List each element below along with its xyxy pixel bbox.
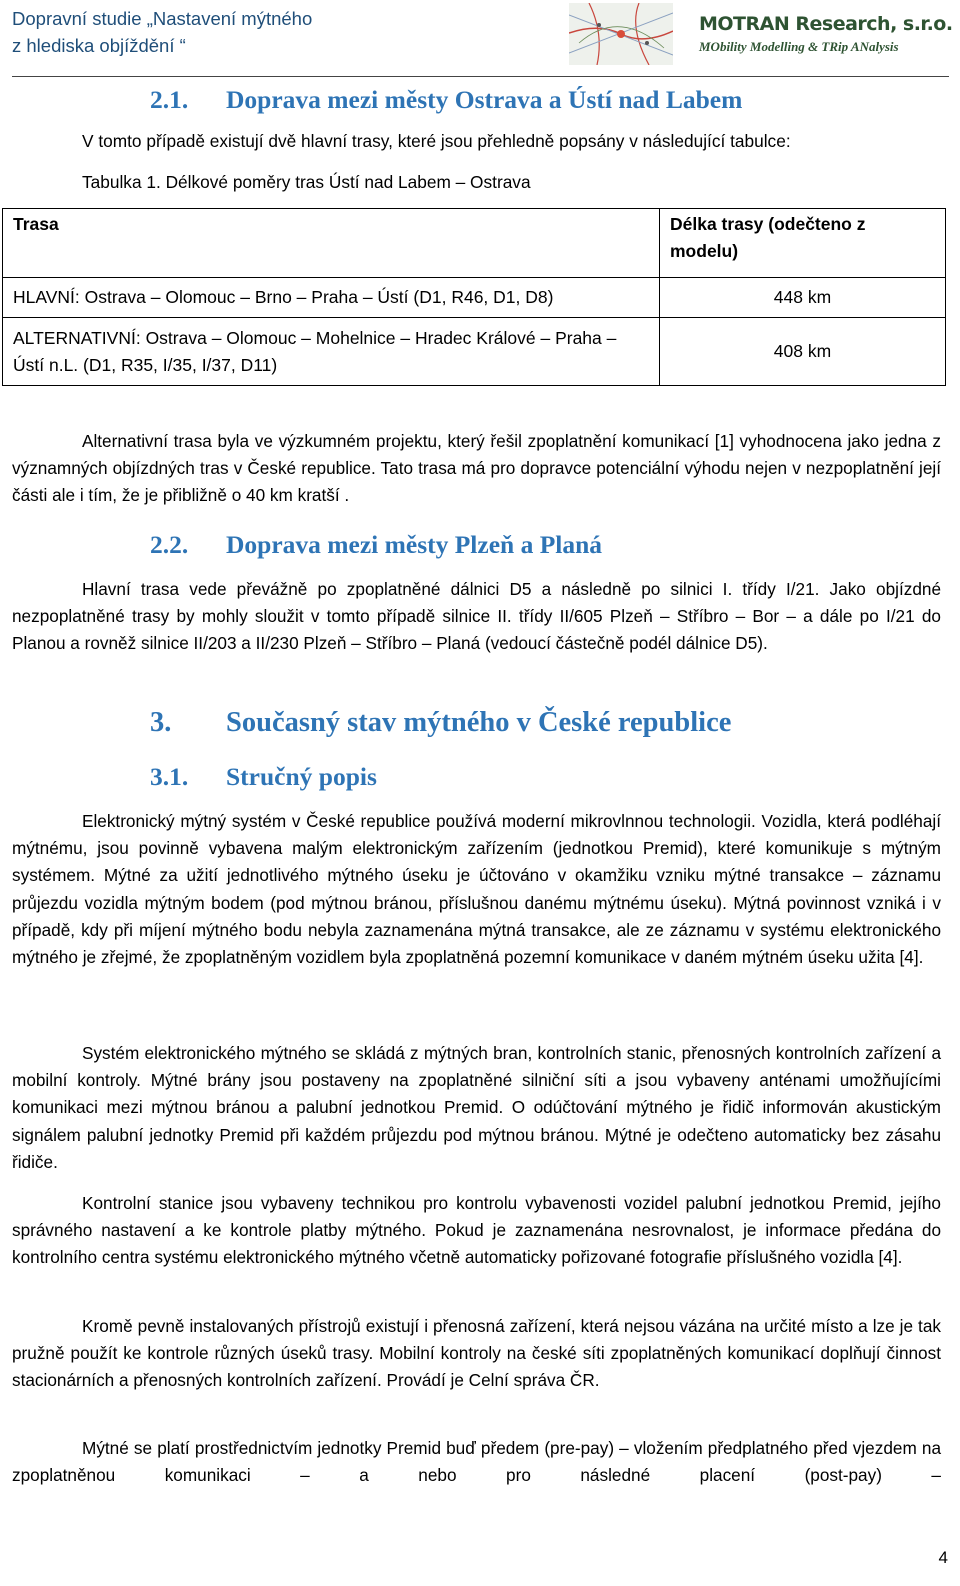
table-cell-length: 448 km bbox=[660, 278, 946, 318]
section-3-1-number: 3.1. bbox=[150, 762, 189, 791]
section-2-1-intro: V tomto případě existují dvě hlavní trasy, které jsou přehledně popsány v následující tabulce: bbox=[82, 131, 791, 151]
section-2-1-number: 2.1. bbox=[150, 85, 189, 114]
section-2-1-paragraph: Alternativní trasa byla ve výzkumném projektu, který řešil zpoplatnění komunikací [1] vyhodnocena jako jedna z významných objízdných tras v České republice. Tato trasa má pro dopravce potenciální výhodu nejen v nezpoplatnění její části ale i tím, že je přibližně o 40 km kratší . bbox=[12, 431, 941, 506]
table-caption: Tabulka 1. Délkové poměry tras Ústí nad Labem – Ostrava bbox=[82, 172, 531, 192]
table-header-length: Délka trasy (odečteno z modelu) bbox=[660, 209, 946, 278]
route-length-table bbox=[2, 208, 946, 386]
header-divider bbox=[12, 76, 949, 77]
table-header-row bbox=[3, 209, 946, 278]
section-2-1-title: Doprava mezi městy Ostrava a Ústí nad Labem bbox=[226, 85, 743, 114]
section-2-2-number: 2.2. bbox=[150, 530, 189, 559]
table-cell-route: ALTERNATIVNÍ: Ostrava – Olomouc – Mohelnice – Hradec Králové – Praha – Ústí n.L. (D1, R35, I/35, I/37, D11) bbox=[3, 318, 660, 386]
section-3-number: 3. bbox=[150, 707, 172, 738]
section-3-1-paragraph-2: Systém elektronického mýtného se skládá z mýtných bran, kontrolních stanic, přenosných kontrolních zařízení a mobilní kontroly. Mýtné brány jsou postaveny na zpoplatněné silniční síti a jsou vybaveny anténami umožňujícími komunikaci mezi mýtnou bránou a palubní jednotkou Premid. O odúčtování mýtného je řidič informován akustickým signálem palubní jednotky Premid při každém průjezdu pod mýtnou bránou. Mýtné je odečteno automaticky bez zásahu řidiče. bbox=[12, 1043, 941, 1172]
table-cell-route: HLAVNÍ: Ostrava – Olomouc – Brno – Praha – Ústí (D1, R46, D1, D8) bbox=[3, 278, 660, 318]
section-3-1-title: Stručný popis bbox=[226, 762, 377, 791]
table-header-route: Trasa bbox=[3, 209, 660, 278]
section-3-title: Současný stav mýtného v České republice bbox=[226, 707, 732, 738]
map-thumbnail-icon bbox=[569, 3, 673, 65]
document-header-title bbox=[12, 5, 452, 59]
table-row bbox=[3, 318, 946, 386]
table-row bbox=[3, 278, 946, 318]
section-3-1-paragraph-1: Elektronický mýtný systém v České republice používá moderní mikrovlnnou technologii. Vozidla, která podléhají mýtnému, jsou povinně vybavena malým elektronickým zařízením (jednotkou Premid), které komunikuje s mýtným systémem. Mýtné za užití jednotlivého mýtného úseku je účtováno v okamžiku vzniku mýtné transakce – záznamu průjezdu vozidla mýtným bodem (pod mýtnou bránou, příslušnou danému mýtnému úseku). Mýtná povinnost vzniká i v případě, kdy při míjení mýtného bodu nebyla zaznamenána mýtná transakce, ale ze záznamu v systému elektronického mýtného je zřejmé, že zpoplatněným vozidlem byla zpoplatněná pozemní komunikace v daném mýtném úseku užita [4]. bbox=[12, 811, 941, 968]
section-2-2-title: Doprava mezi městy Plzeň a Planá bbox=[226, 530, 603, 559]
section-3-1-paragraph-3: Kontrolní stanice jsou vybaveny technikou pro kontrolu vybavenosti vozidel palubní jednotkou Premid, jejího správného nastavení a ke kontrole platby mýtného. Pokud je zaznamenána nesrovnalost, je informace předána do kontrolního centra systému elektronického mýtného včetně automaticky pořizované fotografie příslušného vozidla [4]. bbox=[12, 1193, 941, 1268]
company-logo bbox=[569, 3, 953, 65]
table-cell-length: 408 km bbox=[660, 318, 946, 386]
header-title-line-1: Dopravní studie „Nastavení mýtného bbox=[12, 8, 313, 29]
logo-tagline: MObility Modelling & TRip ANalysis bbox=[699, 39, 899, 54]
page-number: 4 bbox=[938, 1548, 948, 1567]
header-title-line-2: z hlediska objíždění “ bbox=[12, 35, 186, 56]
section-3-1-paragraph-5: Mýtné se platí prostřednictvím jednotky Premid buď předem (pre-pay) – vložením předplatného před vjezdem na zpoplatněnou komunikaci – a nebo pro následné placení (post-pay) – bbox=[12, 1438, 941, 1486]
section-3-1-paragraph-4: Kromě pevně instalovaných přístrojů existují i přenosná zařízení, která nejsou vázána na určité místo a lze je tak pružně použít ke kontrole různých úseků trasy. Mobilní kontroly na české síti zpoplatněných komunikací doplňují činnost stacionárních a přenosných kontrolních zařízení. Provádí je Celní správa ČR. bbox=[12, 1316, 941, 1391]
section-2-2-paragraph: Hlavní trasa vede převážně po zpoplatněné dálnici D5 a následně po silnici I. třídy I/21. Jako objízdné nezpoplatněné trasy by mohly sloužit v tomto případě silnice II. třídy II/605 Plzeň – Stříbro – Bor – a dále po I/21 do Planou a rovněž silnice II/203 a II/230 Plzeň – Stříbro – Planá (vedoucí částečně podél dálnice D5). bbox=[12, 579, 941, 654]
logo-company-name: MOTRAN Research, s.r.o. bbox=[699, 13, 953, 35]
